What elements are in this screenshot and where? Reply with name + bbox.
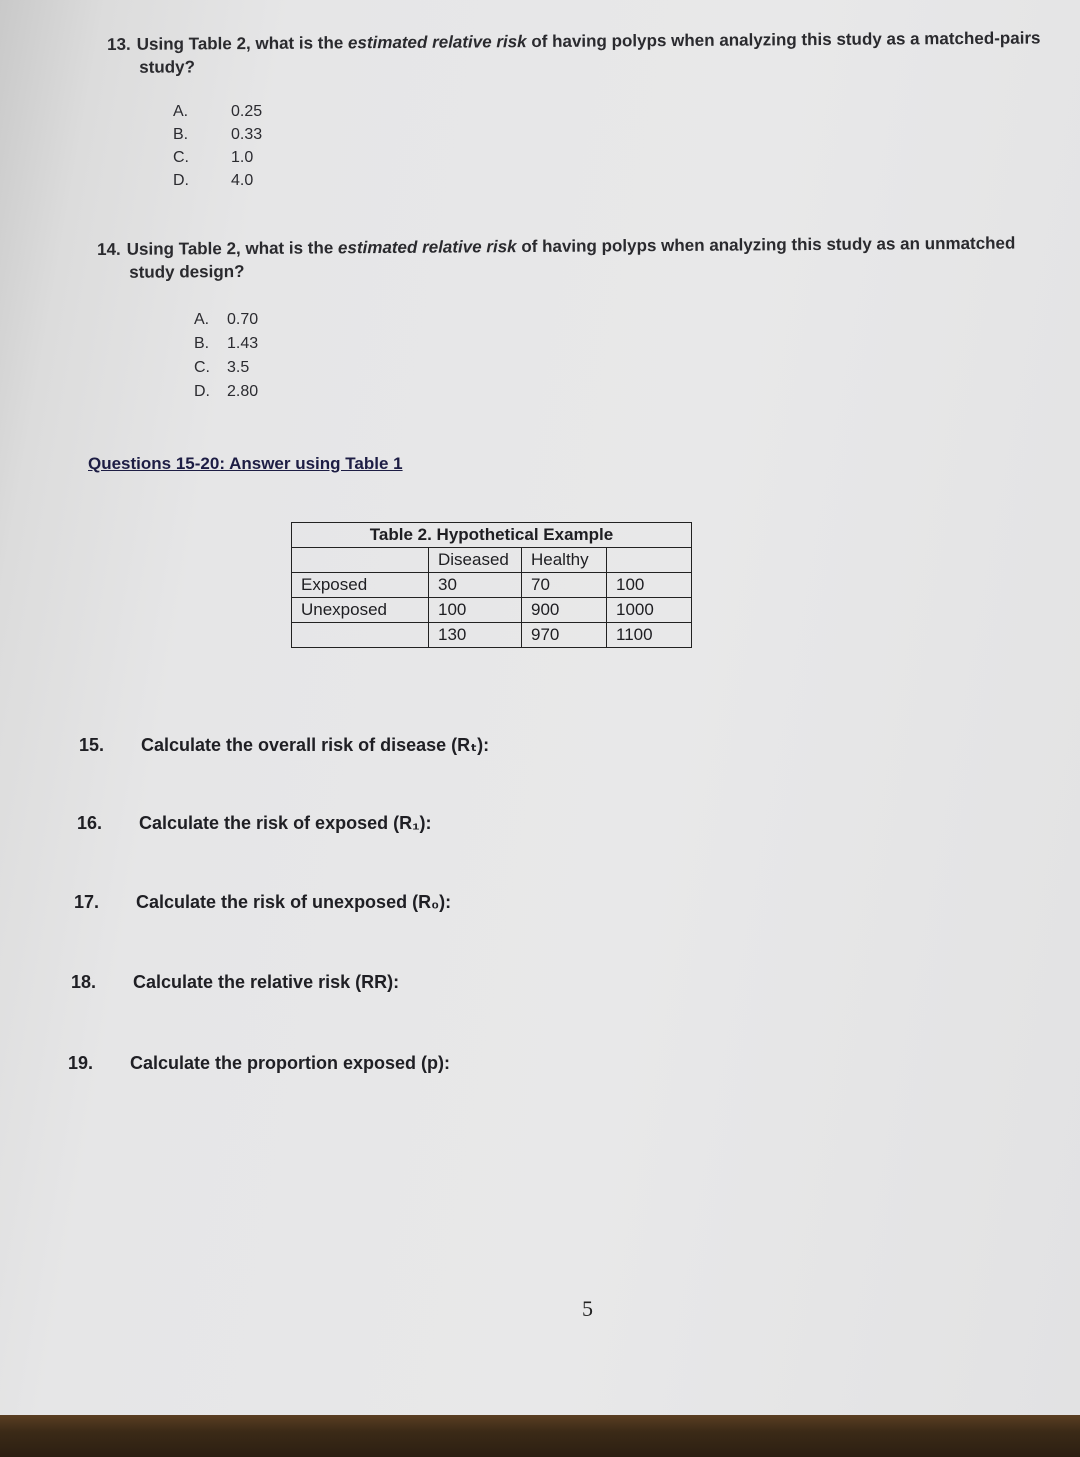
table-header-cell: Healthy xyxy=(522,548,607,573)
question-16-number: 16. xyxy=(77,813,103,833)
table-row xyxy=(292,598,692,623)
question-14 xyxy=(97,232,1016,284)
question-13-number: 13. xyxy=(107,34,131,54)
question-14-text-start: Using Table 2, what is the xyxy=(126,238,339,259)
table-header-cell: Diseased xyxy=(429,548,522,573)
table-caption-row xyxy=(292,523,692,548)
table-header-cell xyxy=(607,548,692,573)
question-15-number: 15. xyxy=(79,735,105,755)
table-cell: 30 xyxy=(429,573,522,598)
desk-surface xyxy=(0,1415,1080,1457)
option-item xyxy=(194,380,258,404)
question-13-text-end: of having polyps when analyzing this study as a matched-pairs xyxy=(526,28,1041,52)
table-header-row xyxy=(292,548,692,573)
table-2 xyxy=(291,522,692,648)
section-title: Questions 15-20: Answer using Table 1 xyxy=(88,454,403,473)
table-cell xyxy=(292,623,429,648)
option-item xyxy=(173,146,262,169)
option-item xyxy=(194,308,258,332)
table-cell: 1000 xyxy=(607,598,692,623)
option-letter: A. xyxy=(173,103,189,120)
table-row xyxy=(292,573,692,598)
option-letter: A. xyxy=(194,311,210,328)
question-14-text-end: of having polyps when analyzing this study as an unmatched xyxy=(516,233,1016,257)
option-value: 3.5 xyxy=(227,359,250,376)
table-cell: 100 xyxy=(607,573,692,598)
question-14-emphasis: estimated relative risk xyxy=(337,237,517,258)
table-header-cell xyxy=(292,548,429,573)
question-18-number: 18. xyxy=(71,972,97,992)
option-letter: D. xyxy=(194,383,210,400)
page-number: 5 xyxy=(582,1296,593,1321)
option-value: 1.43 xyxy=(227,335,259,352)
question-14-number: 14. xyxy=(97,239,121,259)
option-letter: C. xyxy=(173,149,189,166)
table-cell: 900 xyxy=(522,598,607,623)
question-15 xyxy=(79,735,489,756)
table-caption: Table 2. Hypothetical Example xyxy=(292,523,692,548)
question-18 xyxy=(71,972,399,993)
option-letter: B. xyxy=(194,335,210,352)
option-item xyxy=(173,100,262,123)
option-item xyxy=(173,169,262,192)
question-16-text: Calculate the risk of exposed (R₁): xyxy=(139,813,432,833)
option-item xyxy=(173,123,262,146)
table-cell: Unexposed xyxy=(292,598,429,623)
question-19-number: 19. xyxy=(68,1053,94,1073)
table-cell: 100 xyxy=(429,598,522,623)
question-19-text: Calculate the proportion exposed (p): xyxy=(130,1053,451,1073)
table-cell: Exposed xyxy=(292,573,429,598)
question-13-text-start: Using Table 2, what is the xyxy=(136,33,349,54)
option-letter: B. xyxy=(173,126,189,143)
table-cell: 970 xyxy=(522,623,607,648)
option-value: 2.80 xyxy=(227,383,259,400)
question-14-text-line2: study design? xyxy=(129,261,245,282)
table-cell: 130 xyxy=(429,623,522,648)
question-16 xyxy=(77,813,432,834)
question-15-text: Calculate the overall risk of disease (Rₜ): xyxy=(141,735,490,755)
table-cell: 70 xyxy=(522,573,607,598)
question-17-text: Calculate the risk of unexposed (R₀): xyxy=(136,892,452,912)
option-value: 4.0 xyxy=(231,172,254,189)
question-19 xyxy=(68,1053,450,1074)
option-value: 0.25 xyxy=(231,103,263,120)
option-value: 0.70 xyxy=(227,311,259,328)
option-item xyxy=(194,332,258,356)
option-value: 1.0 xyxy=(231,149,254,166)
question-13-text-line2: study? xyxy=(139,57,196,77)
option-value: 0.33 xyxy=(231,126,263,143)
option-item xyxy=(194,356,258,380)
question-14-options xyxy=(194,308,258,404)
question-13-options xyxy=(173,100,262,192)
table-cell: 1100 xyxy=(607,623,692,648)
option-letter: D. xyxy=(173,172,189,189)
question-13 xyxy=(107,26,1041,79)
table-row xyxy=(292,623,692,648)
option-letter: C. xyxy=(194,359,210,376)
question-13-emphasis: estimated relative risk xyxy=(347,32,527,53)
question-17 xyxy=(74,892,451,913)
question-17-number: 17. xyxy=(74,892,100,912)
question-18-text: Calculate the relative risk (RR): xyxy=(133,972,400,992)
